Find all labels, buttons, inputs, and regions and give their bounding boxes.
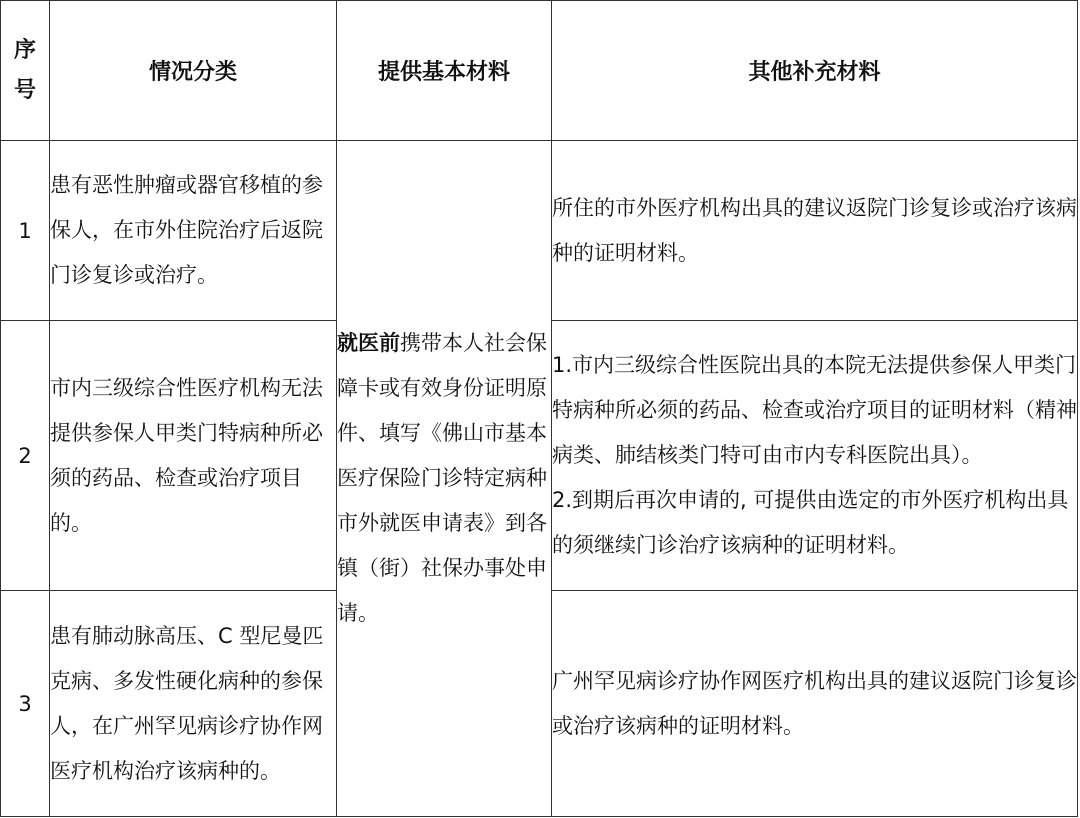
basic-materials-cell <box>337 141 552 817</box>
row-other-materials: 所住的市外医疗机构出具的建议返院门诊复诊或治疗该病种的证明材料。 <box>552 141 1078 321</box>
row-number: 3 <box>1 591 50 817</box>
header-seq-bottom: 号 <box>13 77 36 103</box>
header-other-materials: 其他补充材料 <box>552 1 1078 141</box>
header-seq-top: 序 <box>13 37 36 63</box>
row-number: 2 <box>1 321 50 591</box>
row-number: 1 <box>1 141 50 321</box>
row-category: 患有恶性肿瘤或器官移植的参保人，在市外住院治疗后返院门诊复诊或治疗。 <box>50 141 337 321</box>
row-category: 市内三级综合性医疗机构无法提供参保人甲类门特病种所必须的药品、检查或治疗项目的。 <box>50 321 337 591</box>
other-item-2: 2.到期后再次申请的, 可提供由选定的市外医疗机构出具的须继续门诊治疗该病种的证明材料。 <box>552 488 1069 557</box>
basic-text: 携带本人社会保障卡或有效身份证明原件、填写《佛山市基本医疗保险门诊特定病种市外就医申请表》到各镇（街）社保办事处申请。 <box>337 331 547 625</box>
other-item-1: 1.市内三级综合性医院出具的本院无法提供参保人甲类门特病种所必须的药品、检查或治疗项目的证明材料（精神病类、肺结核类门特可由市内专科医院出具）。 <box>552 353 1077 467</box>
table-row <box>1 141 1078 321</box>
header-category: 情况分类 <box>50 1 337 141</box>
row-other-materials <box>552 321 1078 591</box>
header-seq <box>1 1 50 141</box>
header-row <box>1 1 1078 141</box>
basic-emphasis: 就医前 <box>337 331 400 355</box>
row-other-materials: 广州罕见病诊疗协作网医疗机构出具的建议返院门诊复诊或治疗该病种的证明材料。 <box>552 591 1078 817</box>
row-category: 患有肺动脉高压、C 型尼曼匹克病、多发性硬化病种的参保人，在广州罕见病诊疗协作网医疗机构治疗该病种的。 <box>50 591 337 817</box>
header-basic-materials: 提供基本材料 <box>337 1 552 141</box>
